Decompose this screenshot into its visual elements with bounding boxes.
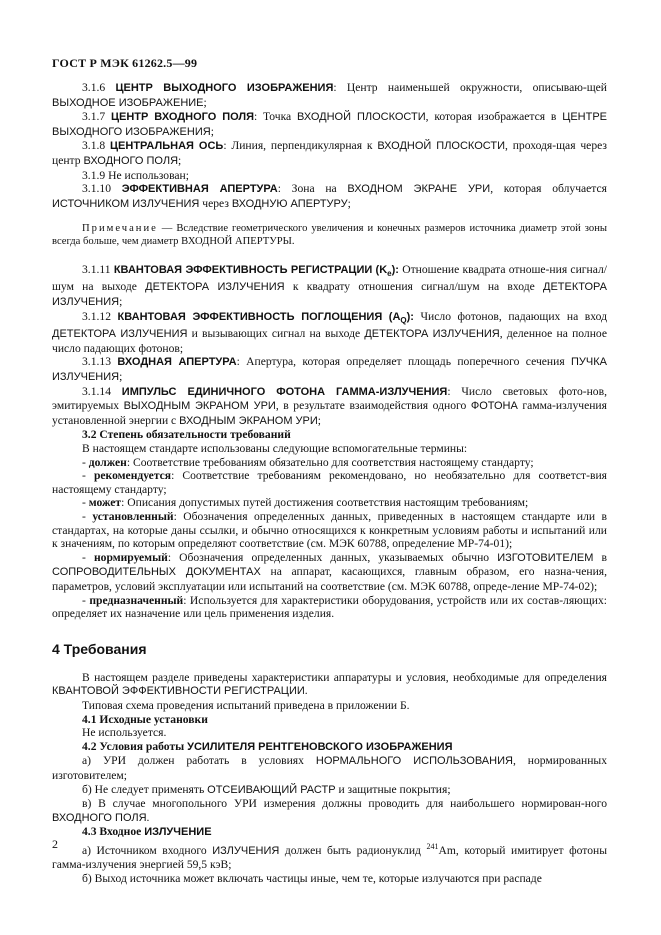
term-must: - должен: Соответствие требованиям обязательно для соответствия настоящему стандарту;	[82, 455, 534, 469]
definition-3-1-7: 3.1.7 ЦЕНТР ВХОДНОГО ПОЛЯ: Точка ВХОДНОЙ ПЛОСКОСТИ, которая изображается в ЦЕНТРЕ ВЫХОДНОГО ИЗОБРАЖЕНИЯ;	[52, 110, 607, 138]
term-specified: - установленный: Обозначения определенных данных, приведенных в настоящем стандарте или в стандартах, на которые даны ссылки, и обычно относящихся к конкретным условиям работы и испытаний или к значениям, по которым определяют соответствие (см. МЭК 60788, определение МР-74-01);	[52, 510, 607, 551]
item-4-2-a: а) УРИ должен работать в условиях НОРМАЛЬНОГО ИСПОЛЬЗОВАНИЯ, нормированных изготовителем;	[52, 754, 607, 782]
document-body	[52, 81, 607, 886]
definition-3-1-6: 3.1.6 ЦЕНТР ВЫХОДНОГО ИЗОБРАЖЕНИЯ: Центр наименьшей окружности, описываю-щей ВЫХОДНОЕ ИЗОБРАЖЕНИЕ;	[52, 81, 608, 109]
item-4-2-c: в) В случае многопольного УРИ измерения должны проводить для наибольшего нормирован-ного ВХОДНОГО ПОЛЯ.	[52, 797, 607, 824]
item-4-2-b: б) Не следует применять ОТСЕИВАЮЩИЙ РАСТР и защитные покрытия;	[82, 782, 451, 796]
definition-3-1-8: 3.1.8 ЦЕНТРАЛЬНАЯ ОСЬ: Линия, перпендикулярная к ВХОДНОЙ ПЛОСКОСТИ, проходя-щая через центр ВХОДНОГО ПОЛЯ;	[52, 139, 607, 167]
definition-3-1-12: 3.1.12 КВАНТОВАЯ ЭФФЕКТИВНОСТЬ ПОГЛОЩЕНИЯ $(A_Q)$: Число фотонов, падающих на вход ДЕТЕКТОРА ИЗЛУЧЕНИЯ и вызывающих сигнал на выходе ДЕТЕКТОРА ИЗЛУЧЕНИЯ, деленное на полное число падающих фотонов;	[52, 309, 607, 355]
subsection-3-2-intro: В настоящем стандарте использованы следующие вспомогательные термины:	[82, 442, 468, 456]
subsection-4-1-title: 4.1 Исходные установки	[82, 712, 208, 726]
section-4-title: 4 Требования	[52, 640, 147, 657]
definition-3-1-11: 3.1.11 КВАНТОВАЯ ЭФФЕКТИВНОСТЬ РЕГИСТРАЦИИ $(K_e)$: Отношение квадрата отноше-ния сигнал/шум на выходе ДЕТЕКТОРА ИЗЛУЧЕНИЯ к квадрату отношения сигнал/шум на входе ДЕТЕКТОРА ИЗЛУЧЕНИЯ;	[52, 262, 607, 308]
document-header: ГОСТ Р МЭК 61262.5—99	[52, 56, 198, 70]
definition-3-1-9: 3.1.9 Не использован;	[82, 168, 189, 182]
subsection-4-1-text: Не используется.	[82, 726, 167, 740]
page-number: 2	[52, 837, 58, 851]
item-4-3-a: а) Источником входного ИЗЛУЧЕНИЯ должен быть радионуклид $^{241}$Am, который имитирует фотоны гамма-излучения энергией 59,5 кэВ;	[52, 841, 607, 872]
definition-3-1-13: 3.1.13 ВХОДНАЯ АПЕРТУРА: Апертура, которая определяет площадь поперечного сечения ПУЧКА ИЗЛУЧЕНИЯ;	[52, 355, 607, 384]
section-4-intro: В настоящем разделе приведены характеристики аппаратуры и условия, необходимые для определения КВАНТОВОЙ ЭФФЕКТИВНОСТИ РЕГИСТРАЦИИ.	[52, 670, 607, 698]
term-normalized: - нормируемый: Обозначения определенных данных, указываемых обычно ИЗГОТОВИТЕЛЕМ в СОПРОВОДИТЕЛЬНЫХ ДОКУМЕНТАХ на аппарат, касающихся, главным образом, его назна-чения, параметров, условий эксплуатации или испытаний на соответствие (см. МЭК 60788, опреде-ление МР-74-02);	[52, 550, 608, 593]
term-may: - может: Описания допустимых путей достижения соответствия настоящим требованиям;	[82, 496, 529, 510]
subsection-4-3-title: 4.3 Входное ИЗЛУЧЕНИЕ	[82, 825, 212, 839]
item-4-3-b: б) Выход источника может включать частицы иные, чем те, которые излучаются при распаде	[82, 871, 542, 885]
term-intended: - предназначенный: Используется для характеристики оборудования, устройств или их состав-ляющих: определяет их назначение или цель применения изделия.	[52, 593, 607, 621]
definition-3-1-10: 3.1.10 ЭФФЕКТИВНАЯ АПЕРТУРА: Зона на ВХОДНОМ ЭКРАНЕ УРИ, которая облучается ИСТОЧНИКОМ ИЗЛУЧЕНИЯ через ВХОДНУЮ АПЕРТУРУ;	[52, 182, 607, 210]
term-recommended: - рекомендуется: Соответствие требованиям рекомендовано, но необязательно для соответст-вия настоящему стандарту;	[52, 469, 607, 496]
section-4-scheme: Типовая схема проведения испытаний приведена в приложении Б.	[82, 698, 410, 712]
subsection-3-2-title: 3.2 Степень обязательности требований	[82, 428, 291, 442]
note: Примечание — Вследствие геометрического увеличения и конечных размеров источника диаметр этой зоны всегда больше, чем диаметр ВХОДНОЙ АПЕРТУРЫ.	[52, 223, 607, 247]
definition-3-1-14: 3.1.14 ИМПУЛЬС ЕДИНИЧНОГО ФОТОНА ГАММА-ИЗЛУЧЕНИЯ: Число световых фото-нов, эмитируемых ВЫХОДНЫМ ЭКРАНОМ УРИ, в результате взаимодействия одного ФОТОНА гамма-излучения установленной энергии с ВХОДНЫМ ЭКРАНОМ УРИ;	[52, 384, 607, 427]
subsection-4-2-title: 4.2 Условия работы УСИЛИТЕЛЯ РЕНТГЕНОВСКОГО ИЗОБРАЖЕНИЯ	[82, 739, 453, 753]
